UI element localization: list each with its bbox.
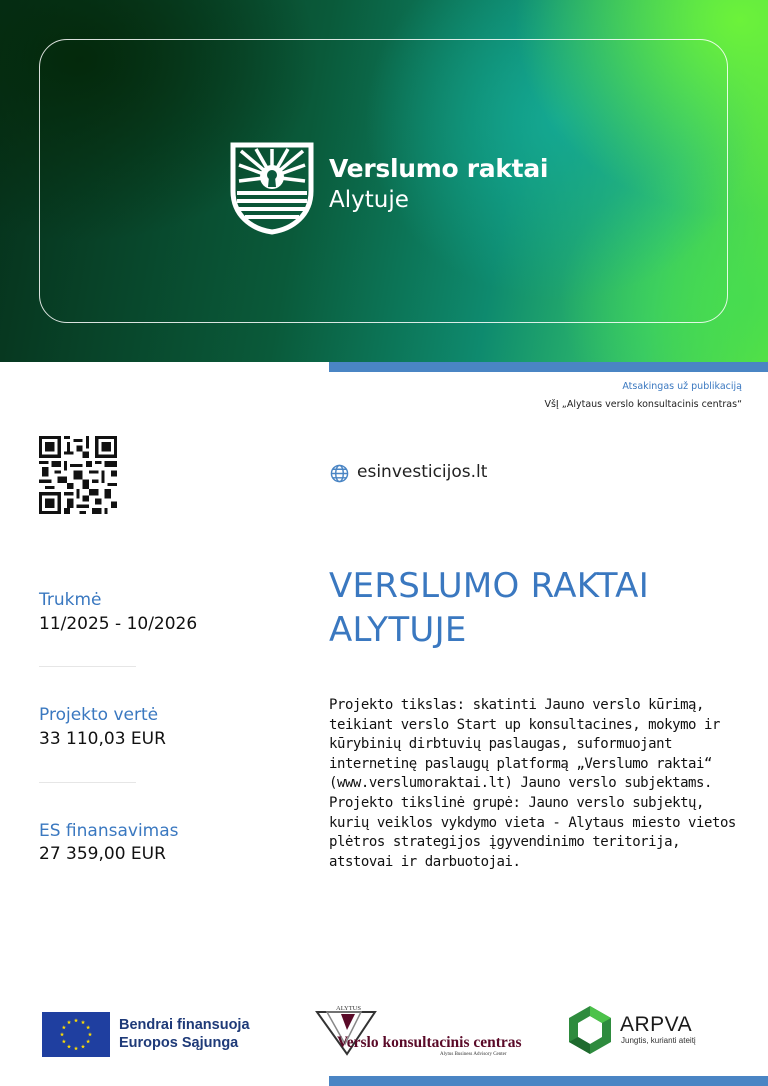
globe-icon: [330, 464, 349, 483]
brand-subtitle: Alytuje: [329, 187, 409, 213]
arpva-name: ARPVA: [620, 1013, 693, 1036]
eu-line2: Europos Sąjunga: [119, 1035, 239, 1051]
eu-funding-value: 27 359,00 EUR: [39, 844, 166, 864]
top-accent-bar: [329, 362, 768, 372]
duration-value: 11/2025 - 10/2026: [39, 614, 198, 634]
project-value-label: Projekto vertė: [39, 705, 159, 725]
publication-label: Atsakingas už publikaciją: [622, 381, 742, 392]
eu-flag-icon: [42, 1012, 110, 1057]
eu-funding-label: ES finansavimas: [39, 821, 179, 841]
bottom-accent-bar: [329, 1076, 768, 1086]
brand-title: Verslumo raktai: [329, 154, 549, 183]
shield-keyhole-sunburst-icon: [229, 141, 315, 235]
project-value-value: 33 110,03 EUR: [39, 729, 166, 749]
project-title: [329, 564, 749, 652]
duration-label: Trukmė: [39, 590, 102, 610]
vkc-subtitle: Alytus Business Advisory Center: [440, 1052, 507, 1057]
eu-cofunding-text: [119, 1016, 250, 1052]
project-title-line1: VERSLUMO RAKTAI: [329, 566, 650, 606]
arpva-hexagon-icon: [566, 1004, 614, 1056]
hero-banner: [0, 0, 768, 362]
arpva-tagline: Jungtis, kurianti ateitį: [621, 1036, 696, 1045]
eu-line1: Bendrai finansuoja: [119, 1017, 250, 1033]
fact-divider: [39, 782, 136, 783]
project-description: Projekto tikslas: skatinti Jauno verslo kūrimą, teikiant verslo Start up konsultacines, mokymo ir kūrybinių dirbtuvių paslaugas, suformuojant internetinę paslaugų platformą „Verslumo raktai“ (www.verslumoraktai.lt) Jauno verslo subjektams. Projekto tikslinė grupė: Jauno verslo subjektų, kurių veiklos vykdymo vieta - Alytaus miesto vietos plėtros strategijos įgyvendinimo teritorija, atstovai ir darbuotojai.: [329, 697, 736, 870]
qr-code[interactable]: [39, 436, 117, 514]
vkc-top-text: ALYTUS: [336, 1005, 361, 1012]
fact-divider: [39, 666, 136, 667]
project-title-line2: ALYTUJE: [329, 610, 467, 650]
website-link[interactable]: esinvesticijos.lt: [357, 462, 488, 482]
vkc-name: Verslo konsultacinis centras: [337, 1034, 522, 1051]
publication-organization: VšĮ „Alytaus verslo konsultacinis centras“: [544, 399, 742, 410]
